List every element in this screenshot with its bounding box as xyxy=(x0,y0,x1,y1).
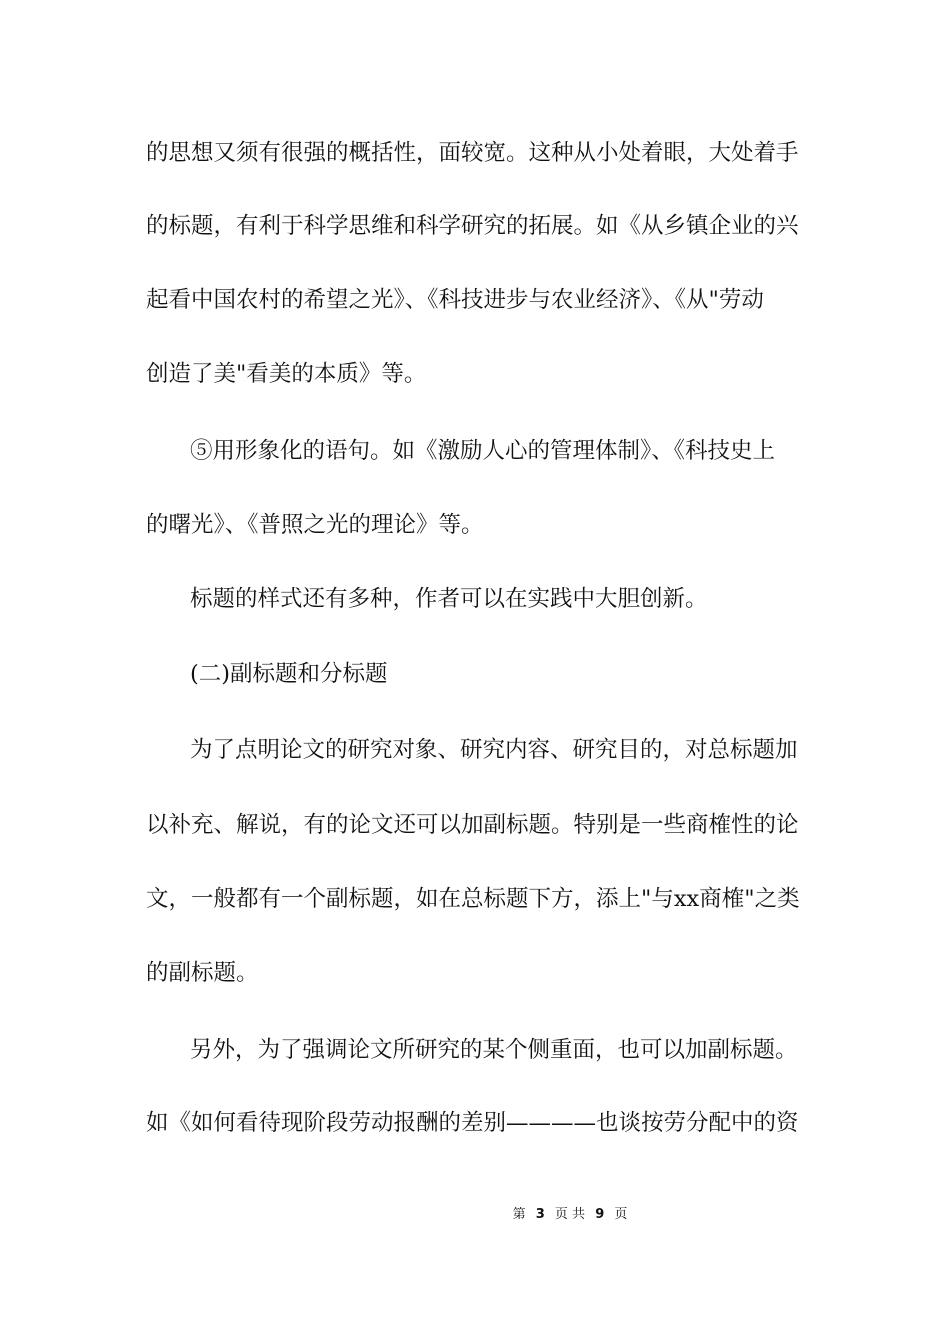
text-line-9: 为了点明论文的研究对象、研究内容、研究目的，对总标题加 xyxy=(190,737,798,763)
text-line-4: 创造了美"看美的本质》等。 xyxy=(146,361,427,387)
text-line-7: 标题的样式还有多种，作者可以在实践中大胆创新。 xyxy=(190,586,708,612)
footer-prefix: 第 xyxy=(512,1207,526,1222)
text-line-6: 的曙光》、《普照之光的理论》等。 xyxy=(146,512,484,538)
footer-mid: 页 共 xyxy=(554,1207,586,1222)
footer-suffix: 页 xyxy=(614,1207,628,1222)
page-footer xyxy=(0,1206,950,1224)
text-line-1: 的思想又须有很强的概括性，面较宽。这种从小处着眼，大处着手 xyxy=(146,140,799,166)
current-page-number: 3 xyxy=(535,1207,545,1222)
text-line-5: ⑤用形象化的语句。如《激励人心的管理体制》、《科技史上 xyxy=(190,438,776,464)
text-line-10: 以补充、解说，有的论文还可以加副标题。特别是一些商榷性的论 xyxy=(146,812,799,838)
section-heading: (二)副标题和分标题 xyxy=(190,661,388,687)
text-line-12: 的副标题。 xyxy=(146,960,259,986)
total-page-number: 9 xyxy=(595,1207,605,1222)
text-line-2: 的标题，有利于科学思维和科学研究的拓展。如《从乡镇企业的兴 xyxy=(146,213,799,239)
text-line-11: 文，一般都有一个副标题，如在总标题下方，添上"与xx商榷"之类 xyxy=(146,886,800,912)
text-line-3: 起看中国农村的希望之光》、《科技进步与农业经济》、《从"劳动 xyxy=(146,287,764,313)
text-line-13: 另外，为了强调论文所研究的某个侧重面，也可以加副标题。 xyxy=(190,1037,798,1063)
text-line-14: 如《如何看待现阶段劳动报酬的差别————也谈按劳分配中的资 xyxy=(146,1110,799,1136)
